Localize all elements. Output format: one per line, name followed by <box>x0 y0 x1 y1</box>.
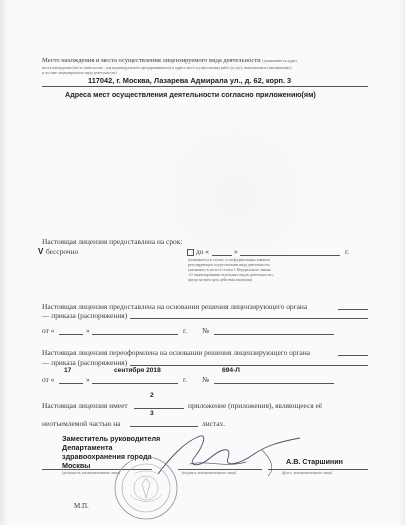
address-caption-line3: в составе лицензируемого вида деятельности) <box>42 71 117 75</box>
basis-day-line <box>59 334 83 335</box>
appendix-line1-suffix: приложение (приложения), являющееся её <box>188 401 323 410</box>
address-caption-line1: Место нахождения и места осуществления лицензируемого вида деятельности (указываются адрес <box>42 57 298 64</box>
reissue-day: 17 <box>64 367 72 374</box>
address-sub: Адреса мест осуществления деятельности согласно приложению(ям) <box>65 90 316 99</box>
signatory-name: А.В. Старшинин <box>286 457 343 466</box>
until-month-line <box>240 255 340 256</box>
basis-line2: — приказа (распоряжения) <box>42 311 128 320</box>
term-note-line3: указанного в части 4 статьи 1 Федерального закона <box>188 268 271 272</box>
address-main: 117042, г. Москва, Лазарева Адмирала ул., д. 62, корп. 3 <box>88 76 292 85</box>
basis-month-line <box>92 334 178 335</box>
basis-line1: Настоящая лицензия предоставлена на основании решения лицензирующего органа <box>42 302 308 311</box>
address-underline <box>42 86 368 87</box>
term-until-prefix: до « <box>196 247 209 256</box>
reissue-day-line <box>59 383 83 384</box>
appendix-count: 2 <box>150 392 154 399</box>
address-caption-line2: места нахождения (место жительства - для индивидуального предпринимателя) и адреса мест осуществления работ (услуг), выполняемых (оказываемых) <box>42 66 292 70</box>
appendix-line1-prefix: Настоящая лицензия имеет <box>42 401 128 410</box>
reissue-number: 694-Л <box>222 367 240 374</box>
term-note-line4: «О лицензировании отдельных видов деятельности», <box>188 273 275 277</box>
appendix-count-line <box>134 408 184 409</box>
appendix-sheets: 3 <box>150 410 154 417</box>
basis-line2-tail <box>130 318 368 319</box>
term-until-mid: » <box>234 247 238 256</box>
position-caption: (должность уполномоченного лица) <box>62 471 121 475</box>
term-note-line1: (указывается в случае, если федеральным законом, <box>188 258 271 262</box>
reissue-number-line <box>214 383 334 384</box>
term-year-suffix: г. <box>345 247 350 256</box>
term-checkmark: V <box>38 247 44 256</box>
until-day-line <box>212 255 232 256</box>
stamp-label: М.П. <box>74 502 89 510</box>
reissue-line2-tail <box>130 365 368 366</box>
signatory-position-line4: Москвы <box>62 461 91 470</box>
basis-date-mid: » <box>86 326 90 335</box>
signatory-position-line3: здравоохранения города <box>62 452 152 461</box>
appendix-line2-prefix: неотъемлемой частью на <box>42 419 121 428</box>
signatory-position-line2: Департамента <box>62 443 113 452</box>
reissue-line1: Настоящая лицензия переоформлена на основании решения лицензирующего органа <box>42 348 311 357</box>
basis-number-label: № <box>202 326 210 335</box>
signature-caption: (подпись уполномоченного лица) <box>182 471 236 475</box>
term-indefinite: бессрочно <box>46 247 79 256</box>
term-note-line5: предусмотрен срок действия лицензии) <box>188 278 252 282</box>
reissue-line1-tail <box>338 355 368 356</box>
term-note-line2: регулирующим осуществление вида деятельности, <box>188 263 271 267</box>
basis-date-prefix: от « <box>42 326 55 335</box>
name-caption: (ф.и.о. уполномоченного лица) <box>282 471 332 475</box>
scan-edge-left <box>0 0 8 525</box>
reissue-date-prefix: от « <box>42 375 55 384</box>
basis-number-line <box>214 334 334 335</box>
reissue-month-line <box>92 383 178 384</box>
reissue-year-suffix: г. <box>183 375 188 384</box>
until-checkbox <box>187 249 194 256</box>
reissue-date-mid: » <box>86 375 90 384</box>
term-label: Настоящая лицензия предоставлена на срок: <box>42 237 183 246</box>
official-seal-stamp <box>112 454 180 522</box>
reissue-number-label: № <box>202 375 210 384</box>
appendix-sheets-line <box>130 426 198 427</box>
signatory-position-line1: Заместитель руководителя <box>62 434 161 443</box>
reissue-line2: — приказа (распоряжения) <box>42 358 128 367</box>
basis-year-suffix: г. <box>183 326 188 335</box>
scan-edge-right <box>399 0 405 525</box>
reissue-month-year: сентября 2018 <box>114 367 161 374</box>
appendix-line2-suffix: листах. <box>202 419 226 428</box>
basis-line1-tail <box>338 309 368 310</box>
